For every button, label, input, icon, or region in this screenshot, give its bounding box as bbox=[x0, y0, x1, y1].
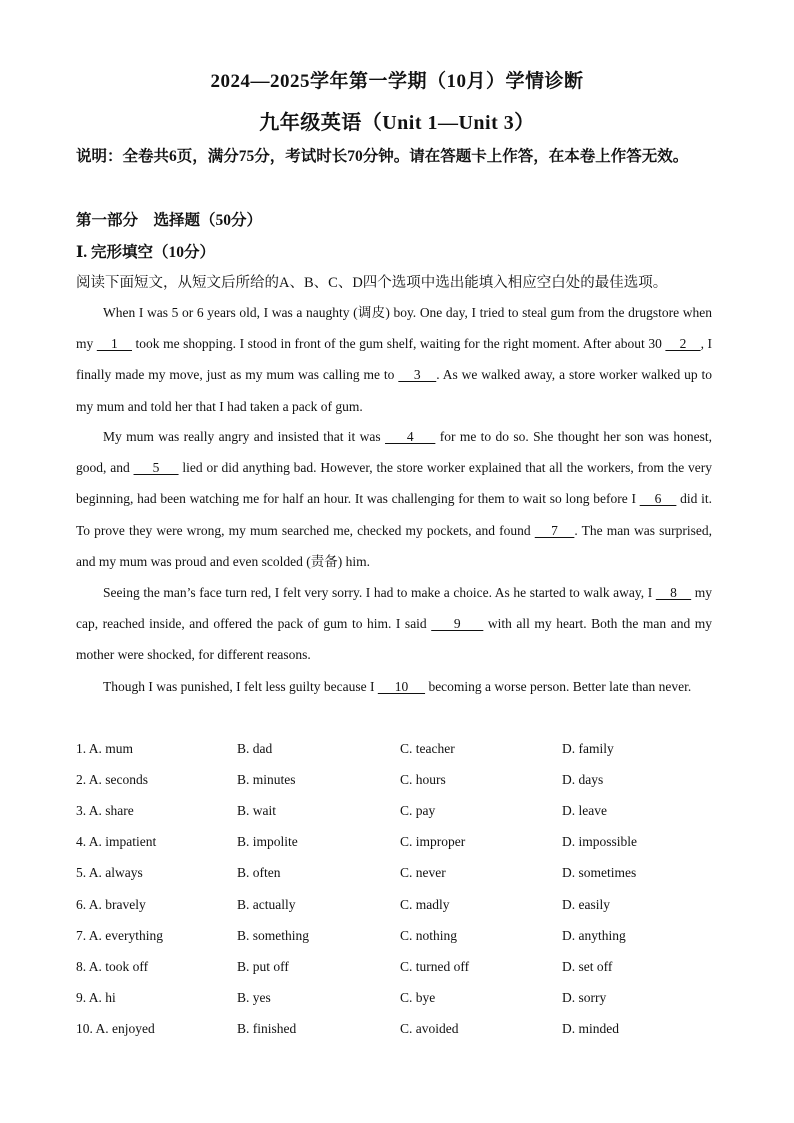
options-list bbox=[76, 733, 726, 1045]
option-choice: D. sorry bbox=[562, 990, 607, 1006]
option-choice: 2. A. seconds bbox=[76, 771, 148, 787]
option-choice: C. turned off bbox=[400, 958, 470, 974]
option-choice: B. wait bbox=[237, 802, 276, 818]
passage-text: Seeing the man’s face turn red, I felt very sorry. I had to make a choice. As he started to walk away, I bbox=[103, 585, 656, 600]
passage-text: for me to do so. She thought her son was honest, good, and bbox=[76, 429, 713, 476]
option-choice: D. set off bbox=[562, 958, 613, 974]
exam-subtitle: 九年级英语（Unit 1—Unit 3） bbox=[259, 112, 535, 134]
answer-blank: 4 bbox=[385, 429, 436, 444]
option-choice: 7. A. everything bbox=[76, 927, 163, 943]
passage-text: , I finally made my move, just as my mum was calling me to bbox=[76, 336, 713, 383]
answer-blank: 5 bbox=[133, 460, 179, 476]
passage-text: my cap, reached inside, and offered the pack of gum to him. I said bbox=[76, 585, 712, 632]
option-choice: C. avoided bbox=[400, 1021, 459, 1037]
answer-blank: 1 bbox=[96, 336, 132, 352]
option-choice: C. madly bbox=[400, 896, 450, 912]
cloze-instruction: 阅读下面短文，从短文后所给的A、B、C、D四个选项中选出能填入相应空白处的最佳选项。 bbox=[76, 275, 668, 291]
option-choice: C. bye bbox=[400, 990, 436, 1006]
answer-blank: 3 bbox=[398, 367, 437, 383]
option-choice: C. never bbox=[400, 865, 446, 881]
option-choice: B. minutes bbox=[237, 771, 296, 787]
option-row bbox=[76, 1014, 726, 1045]
answer-blank: 10 bbox=[377, 679, 426, 694]
option-choice: 9. A. hi bbox=[76, 990, 116, 1006]
option-choice: C. nothing bbox=[400, 927, 458, 943]
section-one-heading: Ⅰ. 完形填空（10分） bbox=[76, 244, 216, 261]
option-row bbox=[76, 889, 726, 920]
option-choice: B. impolite bbox=[237, 834, 298, 850]
passage-paragraph bbox=[76, 421, 712, 577]
option-choice: 10. A. enjoyed bbox=[76, 1021, 155, 1037]
exam-title: 2024—2025学年第一学期（10月）学情诊断 bbox=[210, 71, 584, 92]
passage-text: with all my heart. Both the man and my mother were shocked, for different reasons. bbox=[76, 616, 712, 663]
passage-text: lied or did anything bad. However, the store worker explained that all the workers, from the very beginning, had been watching me for half an hour. It was challenging for them to wait so long before I bbox=[76, 460, 713, 507]
option-choice: D. sometimes bbox=[562, 865, 637, 881]
option-choice: D. minded bbox=[562, 1021, 619, 1037]
option-row bbox=[76, 764, 726, 795]
part-one-heading: 第一部分 选择题（50分） bbox=[76, 212, 263, 229]
answer-blank: 6 bbox=[639, 491, 677, 507]
option-choice: D. anything bbox=[562, 927, 626, 943]
passage-text: When I was 5 or 6 years old, I was a naughty (调皮) boy. One day, I tried to steal gum from the drugstore when my bbox=[76, 305, 712, 352]
option-choice: 3. A. share bbox=[76, 802, 134, 818]
answer-blank: 8 bbox=[655, 585, 692, 600]
option-choice: 6. A. bravely bbox=[76, 896, 146, 912]
passage-paragraph bbox=[76, 577, 712, 671]
option-choice: D. leave bbox=[562, 802, 607, 818]
passage-text: . As we walked away, a store worker walked up to my mum and told her that I had taken a pack of gum. bbox=[76, 367, 712, 414]
passage-paragraph bbox=[76, 671, 712, 702]
option-choice: C. hours bbox=[400, 771, 446, 787]
option-choice: 1. A. mum bbox=[76, 740, 134, 756]
option-choice: 4. A. impatient bbox=[76, 834, 157, 850]
option-choice: C. improper bbox=[400, 834, 466, 850]
exam-instructions-note: 说明：全卷共6页，满分75分，考试时长70分钟。请在答题卡上作答，在本卷上作答无效。 bbox=[76, 148, 689, 165]
option-row bbox=[76, 951, 726, 982]
option-choice: D. impossible bbox=[562, 834, 638, 850]
passage-text: My mum was really angry and insisted that it was bbox=[103, 429, 386, 444]
option-choice: B. actually bbox=[237, 896, 296, 912]
option-row bbox=[76, 920, 726, 951]
option-choice: D. family bbox=[562, 740, 614, 756]
passage-paragraph bbox=[76, 297, 712, 422]
option-row bbox=[76, 733, 726, 764]
option-choice: D. days bbox=[562, 771, 604, 787]
option-row bbox=[76, 827, 726, 858]
answer-blank: 7 bbox=[534, 522, 575, 538]
option-choice: B. finished bbox=[237, 1021, 297, 1037]
option-row bbox=[76, 983, 726, 1014]
option-choice: B. put off bbox=[237, 958, 289, 974]
option-choice: 8. A. took off bbox=[76, 958, 149, 974]
answer-blank: 9 bbox=[431, 616, 484, 632]
option-choice: B. often bbox=[237, 865, 281, 881]
option-choice: C. pay bbox=[400, 802, 436, 818]
option-choice: B. yes bbox=[237, 990, 271, 1006]
option-row bbox=[76, 795, 726, 826]
option-choice: C. teacher bbox=[400, 740, 455, 756]
option-choice: D. easily bbox=[562, 896, 610, 912]
option-choice: B. something bbox=[237, 927, 310, 943]
passage-text: did it. To prove they were wrong, my mum searched me, checked my pockets, and found bbox=[76, 491, 712, 538]
option-choice: B. dad bbox=[237, 740, 273, 756]
option-choice: 5. A. always bbox=[76, 865, 143, 881]
passage-text: . The man was surprised, and my mum was proud and even scolded (责备) him. bbox=[76, 522, 713, 569]
option-row bbox=[76, 858, 726, 889]
answer-blank: 2 bbox=[665, 336, 701, 352]
passage-text: Though I was punished, I felt less guilty because I bbox=[103, 679, 378, 694]
passage-text: took me shopping. I stood in front of the gum shelf, waiting for the right moment. After about 30 bbox=[132, 336, 666, 352]
passage-text: becoming a worse person. Better late than never. bbox=[425, 679, 692, 694]
